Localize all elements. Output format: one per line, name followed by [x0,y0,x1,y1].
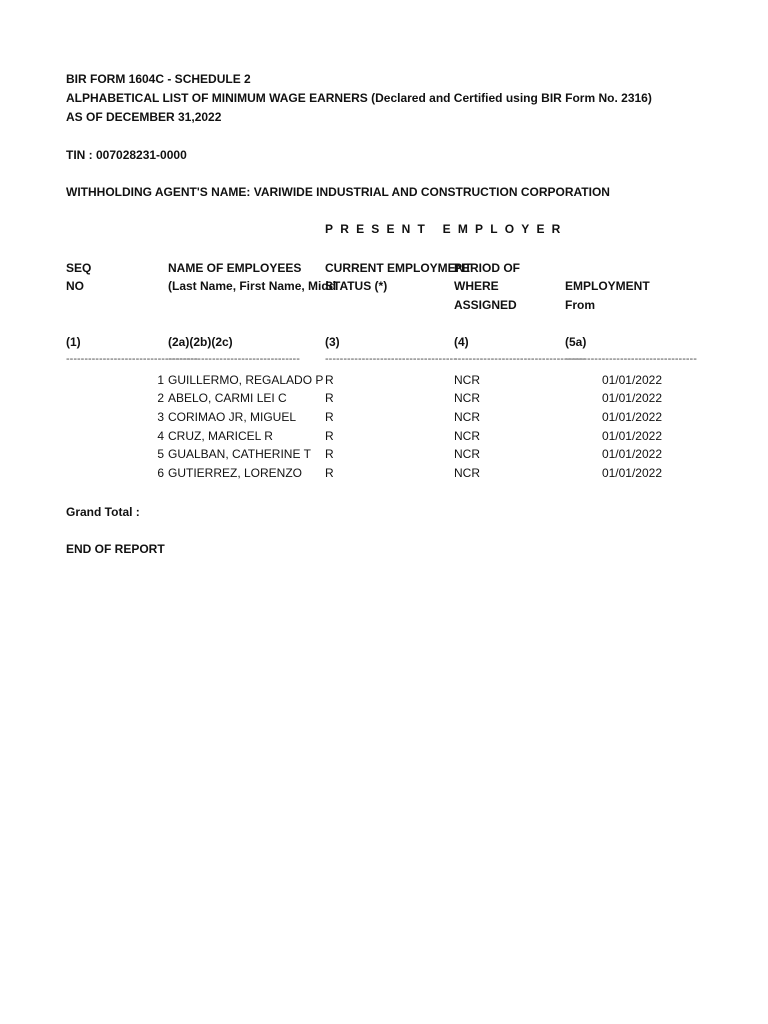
row-from-date: 01/01/2022 [601,447,662,461]
col-status-line2: STATUS (*) [325,279,388,293]
row-seq: 3 [157,410,164,424]
table-row [0,466,768,484]
col-code-status: (3) [325,335,340,349]
list-title-bold: ALPHABETICAL LIST OF MINIMUM WAGE EARNERS [66,91,368,105]
col-name-line1: NAME OF EMPLOYEES [168,261,302,275]
row-status: R [325,466,334,480]
table-row [0,429,768,447]
row-region: NCR [454,447,480,461]
col-name-line2: (Last Name, First Name, Midd [168,279,337,293]
row-region: NCR [454,373,480,387]
separator-status: ------------------------------------ [325,353,457,365]
row-from-date: 01/01/2022 [601,391,662,405]
form-title: BIR FORM 1604C - SCHEDULE 2 [66,72,251,86]
row-region: NCR [454,410,480,424]
row-name: GUTIERREZ, LORENZO [168,466,303,480]
list-title [66,91,652,105]
col-employment-line2: EMPLOYMENT [565,279,650,293]
tin: TIN : 007028231-0000 [66,148,187,162]
as-of-date: AS OF DECEMBER 31,2022 [66,110,222,124]
table-row [0,447,768,465]
row-name: CORIMAO JR, MIGUEL [168,410,297,424]
row-seq: 1 [157,373,164,387]
table-row [0,373,768,391]
separator-from: ------------------------------------ [565,353,697,365]
table-row [0,410,768,428]
table-row [0,391,768,409]
row-status: R [325,429,334,443]
section-title: PRESENT EMPLOYER [325,222,568,236]
grand-total-label: Grand Total : [66,505,140,519]
row-name: ABELO, CARMI LEI C [168,391,287,405]
row-from-date: 01/01/2022 [601,410,662,424]
col-where-line3: ASSIGNED [454,298,517,312]
row-name: GUILLERMO, REGALADO P [168,373,324,387]
col-where-line1: PERIOD OF [454,261,521,275]
row-status: R [325,410,334,424]
row-name: CRUZ, MARICEL R [168,429,273,443]
col-code-name: (2a)(2b)(2c) [168,335,233,349]
row-name: GUALBAN, CATHERINE T [168,447,311,461]
row-from-date: 01/01/2022 [601,466,662,480]
row-seq: 4 [157,429,164,443]
col-status-line1: CURRENT EMPLOYMENT [325,261,472,275]
separator-name: ------------------------------------ [168,353,300,365]
col-code-seq: (1) [66,335,81,349]
row-region: NCR [454,466,480,480]
col-seq-line2: NO [66,279,84,293]
row-status: R [325,373,334,387]
col-employment-line3: From [565,298,595,312]
row-from-date: 01/01/2022 [601,429,662,443]
row-region: NCR [454,391,480,405]
row-seq: 2 [157,391,164,405]
col-where-line2: WHERE [454,279,499,293]
row-seq: 6 [157,466,164,480]
col-seq-line1: SEQ [66,261,92,275]
col-code-from: (5a) [565,335,587,349]
row-status: R [325,391,334,405]
row-region: NCR [454,429,480,443]
separator-where: ------------------------------------ [454,353,586,365]
row-seq: 5 [157,447,164,461]
separator-seq: ------------------------------------ [66,353,198,365]
list-title-rest: (Declared and Certified using BIR Form No. 2316) [367,91,652,105]
col-code-where: (4) [454,335,469,349]
end-of-report: END OF REPORT [66,542,165,556]
row-from-date: 01/01/2022 [601,373,662,387]
withholding-agent-name: WITHHOLDING AGENT'S NAME: VARIWIDE INDUSTRIAL AND CONSTRUCTION CORPORATION [66,185,610,199]
row-status: R [325,447,334,461]
